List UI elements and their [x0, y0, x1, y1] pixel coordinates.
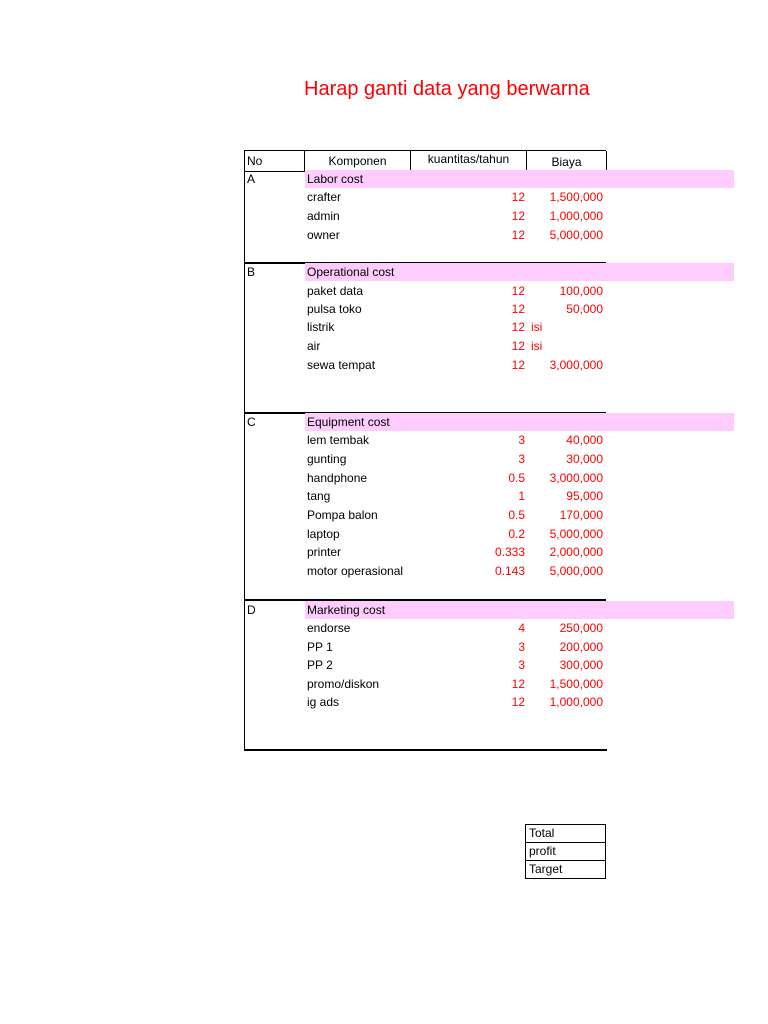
item-cost: 170,000 — [559, 508, 603, 522]
table-row[interactable] — [245, 506, 607, 524]
item-name: promo/diskon — [307, 677, 380, 691]
item-name: laptop — [307, 527, 340, 541]
item-qty: 12 — [511, 320, 525, 334]
item-name: handphone — [307, 471, 368, 485]
item-cost: 200,000 — [559, 640, 603, 654]
section-band-labor — [305, 170, 734, 188]
item-cost: 3,000,000 — [549, 471, 603, 485]
summary-label-target: Target — [526, 861, 606, 879]
summary-label-total: Total — [526, 825, 606, 843]
table-row[interactable] — [245, 337, 607, 355]
item-cost: 100,000 — [559, 284, 603, 298]
item-qty: 0.143 — [494, 564, 525, 578]
summary-row-total[interactable] — [526, 825, 606, 843]
item-qty: 0.5 — [508, 471, 525, 485]
section-code-a: A — [247, 172, 256, 186]
summary-row-profit[interactable] — [526, 843, 606, 861]
item-qty: 12 — [511, 190, 525, 204]
item-name: owner — [307, 228, 340, 242]
section-title-marketing: Marketing cost — [307, 603, 386, 617]
item-name: admin — [307, 209, 340, 223]
item-name: PP 2 — [307, 658, 333, 672]
table-row[interactable] — [245, 318, 607, 336]
section-band-operational — [305, 263, 734, 281]
item-name: ig ads — [307, 695, 340, 709]
item-qty: 1 — [518, 489, 525, 503]
item-cost: 2,000,000 — [549, 545, 603, 559]
summary-table — [525, 824, 606, 879]
table-row[interactable] — [245, 562, 607, 580]
item-cost: 3,000,000 — [549, 358, 603, 372]
header-komponen: Komponen — [305, 151, 411, 171]
item-name: endorse — [307, 621, 351, 635]
summary-label-profit: profit — [526, 843, 606, 861]
item-cost: 5,000,000 — [549, 564, 603, 578]
item-cost: 1,500,000 — [549, 677, 603, 691]
item-cost: 5,000,000 — [549, 228, 603, 242]
item-cost: 1,500,000 — [549, 190, 603, 204]
section-title-operational: Operational cost — [307, 265, 395, 279]
table-row[interactable] — [245, 431, 607, 449]
section-code-b: B — [247, 265, 256, 279]
item-name: paket data — [307, 284, 364, 298]
table-row[interactable] — [245, 693, 607, 711]
item-note: isi — [531, 320, 543, 334]
section-code-d: D — [247, 603, 256, 617]
item-name: sewa tempat — [307, 358, 376, 372]
item-note: isi — [531, 339, 543, 353]
item-qty: 12 — [511, 228, 525, 242]
item-cost: 95,000 — [566, 489, 603, 503]
item-cost: 300,000 — [559, 658, 603, 672]
table-row[interactable] — [245, 300, 607, 318]
item-name: gunting — [307, 452, 347, 466]
item-cost: 30,000 — [566, 452, 603, 466]
table-row[interactable] — [245, 188, 607, 206]
sheet-title: Harap ganti data yang berwarna — [304, 78, 590, 100]
table-row[interactable] — [245, 487, 607, 505]
section-band-marketing — [305, 601, 734, 619]
item-qty: 12 — [511, 302, 525, 316]
summary-row-target[interactable] — [526, 861, 606, 879]
item-cost: 1,000,000 — [549, 209, 603, 223]
table-row[interactable] — [245, 469, 607, 487]
item-qty: 12 — [511, 339, 525, 353]
section-band-equipment — [305, 413, 734, 431]
table-header-row — [245, 150, 606, 172]
item-name: crafter — [307, 190, 342, 204]
item-qty: 12 — [511, 677, 525, 691]
item-qty: 0.333 — [494, 545, 525, 559]
item-qty: 12 — [511, 695, 525, 709]
item-qty: 4 — [518, 621, 525, 635]
item-cost: 1,000,000 — [549, 695, 603, 709]
item-name: motor operasional — [307, 564, 404, 578]
item-qty: 12 — [511, 358, 525, 372]
item-cost: 40,000 — [566, 433, 603, 447]
item-qty: 3 — [518, 658, 525, 672]
table-row[interactable] — [245, 656, 607, 674]
item-name: tang — [307, 489, 331, 503]
table-bottom-border — [245, 749, 607, 751]
cost-table — [244, 150, 607, 751]
table-row[interactable] — [245, 675, 607, 693]
table-row[interactable] — [245, 525, 607, 543]
item-qty: 0.5 — [508, 508, 525, 522]
table-row[interactable] — [245, 638, 607, 656]
item-name: PP 1 — [307, 640, 333, 654]
header-kuantitas: kuantitas/tahun — [411, 151, 527, 171]
table-row[interactable] — [245, 226, 607, 244]
item-name: lem tembak — [307, 433, 370, 447]
table-row[interactable] — [245, 543, 607, 561]
section-title-equipment: Equipment cost — [307, 415, 390, 429]
item-qty: 3 — [518, 640, 525, 654]
item-qty: 12 — [511, 284, 525, 298]
table-row[interactable] — [245, 207, 607, 225]
item-qty: 3 — [518, 433, 525, 447]
item-name: pulsa toko — [307, 302, 362, 316]
item-name: printer — [307, 545, 342, 559]
table-row[interactable] — [245, 619, 607, 637]
item-cost: 250,000 — [559, 621, 603, 635]
header-no: No — [245, 151, 305, 171]
section-title-labor: Labor cost — [307, 172, 364, 186]
item-name: listrik — [307, 320, 335, 334]
item-cost: 5,000,000 — [549, 527, 603, 541]
section-code-c: C — [247, 415, 256, 429]
item-qty: 3 — [518, 452, 525, 466]
table-row[interactable] — [245, 356, 607, 374]
table-row[interactable] — [245, 282, 607, 300]
item-name: air — [307, 339, 321, 353]
item-qty: 0.2 — [508, 527, 525, 541]
table-row[interactable] — [245, 450, 607, 468]
item-cost: 50,000 — [566, 302, 603, 316]
item-qty: 12 — [511, 209, 525, 223]
header-biaya: Biaya — [527, 151, 607, 171]
item-name: Pompa balon — [307, 508, 378, 522]
